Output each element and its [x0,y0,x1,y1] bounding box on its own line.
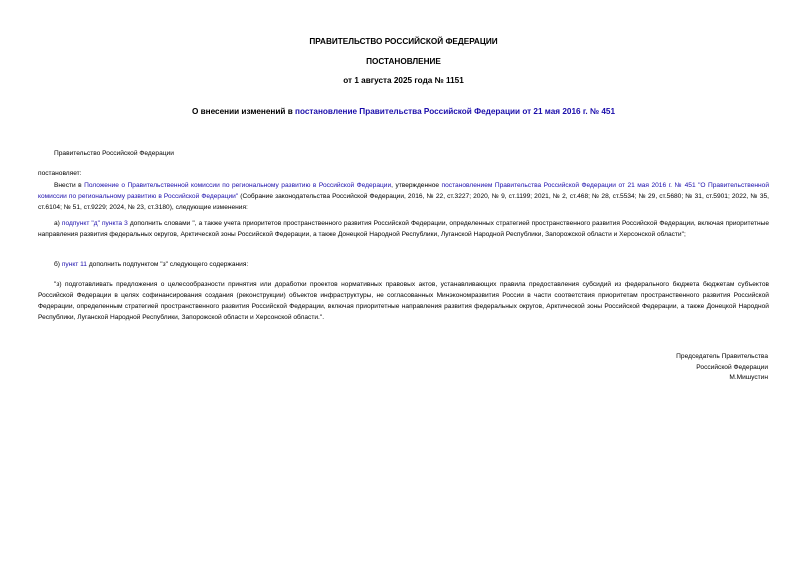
item-a-text: дополнить словами ", а также учета приоритетов пространственного развития Российской Федерации, определенных стратегией пространственного развития Российской Федерации, включая приоритетные направления развития федеральных округов, Арктической зоны Российской Федерации, а также Донецкой Народной Республики, Луганской Народной Республики, Запорожской области и Херсонской области"; [38,220,769,238]
signature-block [676,352,768,384]
date-number: от 1 августа 2025 года № 1151 [343,76,464,85]
item-b-text: дополнить подпунктом "з" следующего содержания: [86,261,249,268]
subitem-z-paragraph: "з) подготавливать предложения о целесообразности принятия или доработки проектов нормативных правовых актов, устанавливающих правила предоставления субсидий из федерального бюджета бюджетам субъектов Российской Федерации в целях софинансирования создания (реконструкции) объектов инфраструктуры, не согласованных Минэкономразвития России в части соответствия приоритетам пространственного развития Российской Федерации, определенным стратегией пространственного развития Российской Федерации, включая приоритетные направления развития федеральных округов, Арктической зоны Российской Федерации, а также Донецкой Народной Республики, Луганской Народной Республики, Запорожской области и Херсонской области.". [38,281,769,321]
signature-title-1: Председатель Правительства [676,353,768,360]
title-link[interactable]: постановление Правительства Российской Федерации от 21 мая 2016 г. № 451 [295,107,616,116]
item-b-prefix: б) [54,261,62,268]
signature-name: М.Мишустин [729,374,768,381]
item-a-prefix: а) [54,220,62,227]
decrees-line: постановляет: [38,170,82,177]
doc-type-heading: ПОСТАНОВЛЕНИЕ [366,57,441,66]
org-heading: ПРАВИТЕЛЬСТВО РОССИЙСКОЙ ФЕДЕРАЦИИ [309,37,498,46]
regulation-link[interactable]: Положение о Правительственной комиссии по региональному развитию в Российской Федерации [84,182,392,189]
item-a-link[interactable]: подпункт "д" пункта 3 [61,220,128,227]
item-b-link[interactable]: пункт 11 [61,261,87,268]
title-prefix: О внесении изменений в [191,107,296,116]
item-a-paragraph [38,218,769,240]
resolution-link[interactable]: постановлением Правительства Российской Федерации от 21 мая 2016 г. № 451 "О Правительственной комиссии по региональному развитию в Российской Федерации" [38,182,770,200]
item-b-paragraph [38,259,769,270]
signature-title-2: Российской Федерации [696,363,768,371]
intro-text-3: (Собрание законодательства Российской Федерации, 2016, № 22, ст.3227; 2020, № 9, ст.1199; 2021, № 2, ст.468; № 28, ст.5534; № 29, ст.5680; № 31, ст.5901; 2022, № 35, ст.6104; № 51, ст.9229; 2024, № 23, ст.3180), следующие изменения: [38,193,769,211]
intro-text-2: , утвержденное [391,182,442,189]
document-title [0,107,807,116]
government-line: Правительство Российской Федерации [54,150,174,157]
intro-text-1: Внести в [54,182,85,189]
intro-paragraph [38,180,769,213]
